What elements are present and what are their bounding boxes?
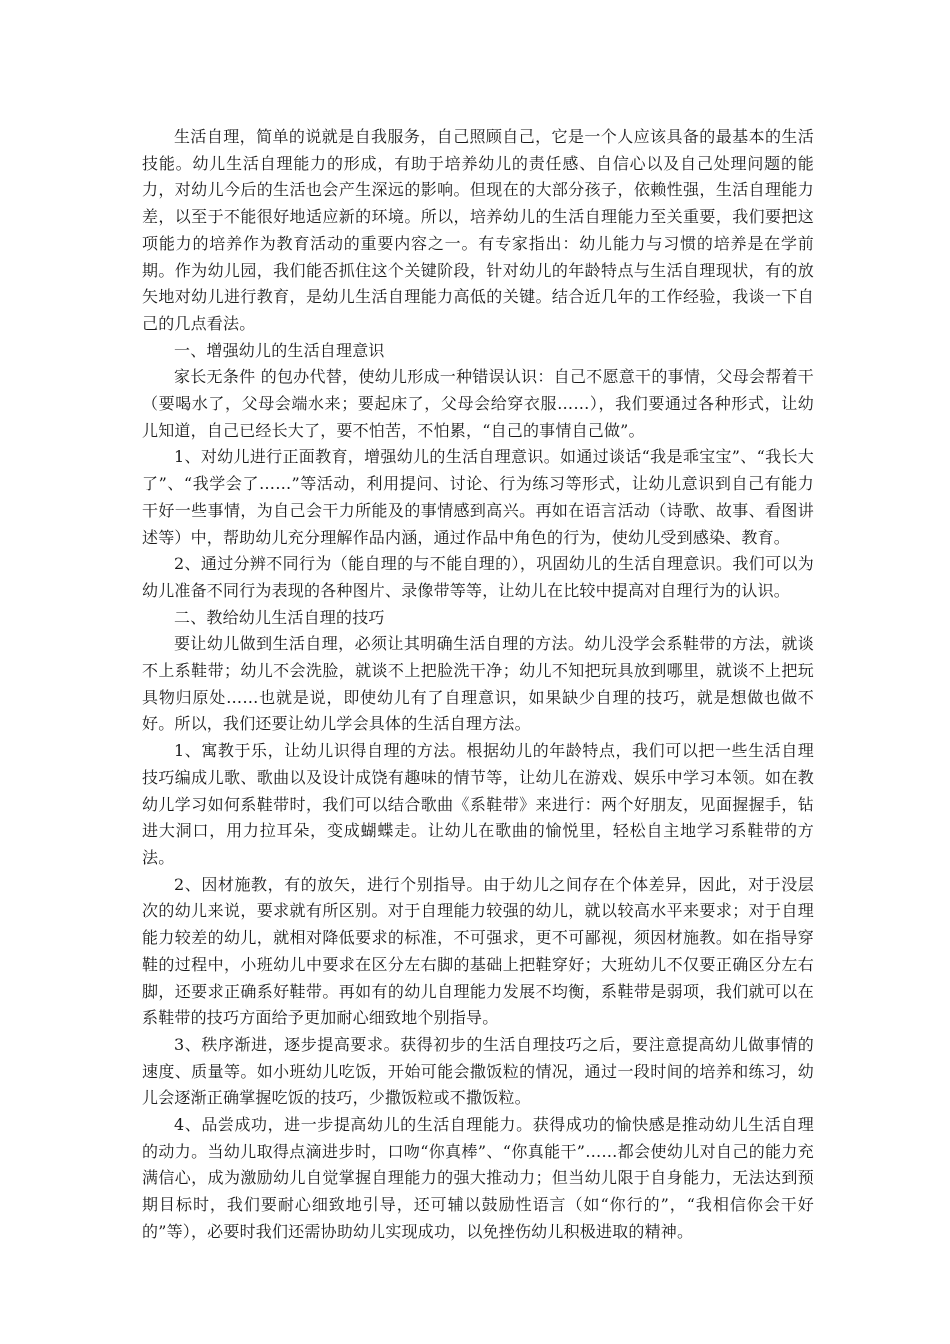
- body-paragraph: 4、品尝成功，进一步提高幼儿的生活自理能力。获得成功的愉快感是推动幼儿生活自理的动力。当幼儿取得点滴进步时，口吻“你真棒”、“你真能干”……都会使幼儿对自己的能力充满信心，成为激励幼儿自觉掌握自理能力的强大推动力；但当幼儿限于自身能力，无法达到预期目标时，我们要耐心细致地引导，还可辅以鼓励性语言（如“你行的”，“我相信你会干好的”等），必要时我们还需协助幼儿实现成功，以免挫伤幼儿积极进取的精神。: [142, 1115, 814, 1241]
- document-page: [142, 124, 814, 1246]
- body-paragraph: 要让幼儿做到生活自理，必须让其明确生活自理的方法。幼儿没学会系鞋带的方法，就谈不上系鞋带；幼儿不会洗脸，就谈不上把脸洗干净；幼儿不知把玩具放到哪里，就谈不上把玩具物归原处……也就是说，即使幼儿有了自理意识，如果缺少自理的技巧，就是想做也做不好。所以，我们还要让幼儿学会具体的生活自理方法。: [142, 634, 814, 734]
- section-heading-1: 一、增强幼儿的生活自理意识: [174, 340, 385, 360]
- section-heading-2: 二、教给幼儿生活自理的技巧: [174, 607, 385, 627]
- body-paragraph: 1、寓教于乐，让幼儿识得自理的方法。根据幼儿的年龄特点，我们可以把一些生活自理技巧编成儿歌、歌曲以及设计成饶有趣味的情节等，让幼儿在游戏、娱乐中学习本领。如在教幼儿学习如何系鞋带时，我们可以结合歌曲《系鞋带》来进行：两个好朋友，见面握握手，钻进大洞口，用力拉耳朵，变成蝴蝶走。让幼儿在歌曲的愉悦里，轻松自主地学习系鞋带的方法。: [142, 741, 814, 867]
- body-paragraph: 家长无条件 的包办代替，使幼儿形成一种错误认识：自己不愿意干的事情，父母会帮着干（要喝水了，父母会端水来；要起床了，父母会给穿衣服……），我们要通过各种形式，让幼儿知道，自己已经长大了，要不怕苦，不怕累，“自己的事情自己做”。: [142, 367, 814, 440]
- body-paragraph: 1、对幼儿进行正面教育，增强幼儿的生活自理意识。如通过谈话“我是乖宝宝”、“我长大了”、“我学会了……”等活动，利用提问、讨论、行为练习等形式，让幼儿意识到自己有能力干好一些事情，为自己会干力所能及的事情感到高兴。再如在语言活动（诗歌、故事、看图讲述等）中，帮助幼儿充分理解作品内涵，通过作品中角色的行为，使幼儿受到感染、教育。: [142, 447, 814, 547]
- body-paragraph: 2、因材施教，有的放矢，进行个别指导。由于幼儿之间存在个体差异，因此，对于没层次的幼儿来说，要求就有所区别。对于自理能力较强的幼儿，就以较高水平来要求；对于自理能力较差的幼儿，就相对降低要求的标准，不可强求，更不可鄙视，须因材施教。如在指导穿鞋的过程中，小班幼儿中要求在区分左右脚的基础上把鞋穿好；大班幼儿不仅要正确区分左右脚，还要求正确系好鞋带。再如有的幼儿自理能力发展不均衡，系鞋带是弱项，我们就可以在系鞋带的技巧方面给予更加耐心细致地个别指导。: [142, 874, 814, 1028]
- body-paragraph: 3、秩序渐进，逐步提高要求。获得初步的生活自理技巧之后，要注意提高幼儿做事情的速度、质量等。如小班幼儿吃饭，开始可能会撒饭粒的情况，通过一段时间的培养和练习，幼儿会逐渐正确掌握吃饭的技巧，少撒饭粒或不撒饭粒。: [142, 1034, 814, 1108]
- intro-paragraph: 生活自理，简单的说就是自我服务，自己照顾自己，它是一个人应该具备的最基本的生活技能。幼儿生活自理能力的形成，有助于培养幼儿的责任感、自信心以及自己处理问题的能力，对幼儿今后的生活也会产生深远的影响。但现在的大部分孩子，依赖性强，生活自理能力差，以至于不能很好地适应新的环境。所以，培养幼儿的生活自理能力至关重要，我们要把这项能力的培养作为教育活动的重要内容之一。有专家指出：幼儿能力与习惯的培养是在学前期。作为幼儿园，我们能否抓住这个关键阶段，针对幼儿的年龄特点与生活自理现状，有的放矢地对幼儿进行教育，是幼儿生活自理能力高低的关键。结合近几年的工作经验，我谈一下自己的几点看法。: [142, 127, 814, 333]
- body-paragraph: 2、通过分辨不同行为（能自理的与不能自理的），巩固幼儿的生活自理意识。我们可以为幼儿准备不同行为表现的各种图片、录像带等等，让幼儿在比较中提高对自理行为的认识。: [142, 554, 814, 600]
